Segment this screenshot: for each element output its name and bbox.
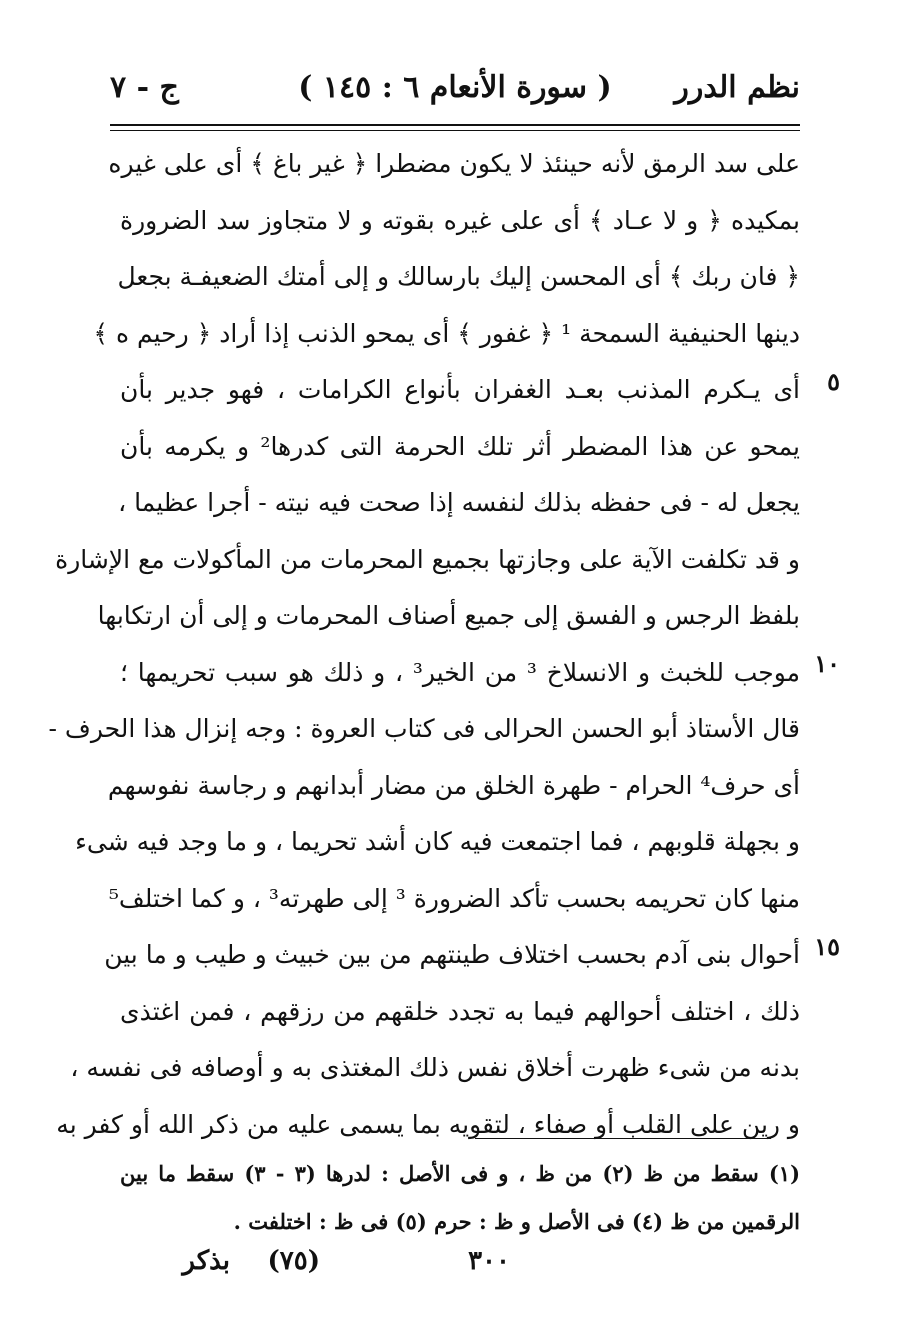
book-title: نظم الدرر: [674, 70, 800, 105]
text-line: ﴿ فان ربك ﴾ أى المحسن إليك بارسالك و إلى أمتك الضعيفـة بجعل: [117, 262, 800, 291]
volume-number: ج - ٧: [110, 70, 179, 105]
line-number-5: ٥: [827, 367, 840, 396]
text-line: منها كان تحريمه بحسب تأكد الضرورة ³ إلى طهرته³ ، و كما اختلف⁵: [108, 883, 800, 913]
text-line: و بجهلة قلوبهم ، فما اجتمعت فيه كان أشد تحريما ، و ما وجد فيه شىء: [75, 827, 800, 856]
text-line: و رين على القلب أو صفاء ، لتقويه بما يسمى عليه من ذكر الله أو كفر به: [56, 1109, 800, 1139]
text-line: يمحو عن هذا المضطر أثر تلك الحرمة التى كدرها² و يكرمه بأن: [120, 431, 800, 461]
header-rule: [110, 124, 800, 126]
text-line: أحوال بنى آدم بحسب اختلاف طينتهم من بين خبيث و طيب و ما بين: [104, 940, 800, 969]
footnote-line: الرقمين من ظ (٤) فى الأصل و ظ : حرم (٥) فى ظ : اختلفت .: [233, 1209, 800, 1234]
text-line: قال الأستاذ أبو الحسن الحرالى فى كتاب العروة : وجه إنزال هذا الحرف -: [48, 714, 800, 743]
text-line: و قد تكلفت الآية على وجازتها بجميع المحرمات من المأكولات مع الإشارة: [55, 544, 800, 574]
page-footer: [120, 1246, 800, 1286]
surah-reference: ( سورة الأنعام ٦ : ١٤٥ ): [298, 70, 612, 105]
text-line: موجب للخبث و الانسلاخ ³ من الخير³ ، و ذلك هو سبب تحريمها ؛: [120, 657, 801, 687]
text-line: بلفظ الرجس و الفسق إلى جميع أصناف المحرمات و إلى أن ارتكابها: [97, 601, 800, 630]
text-line: دينها الحنيفية السمحة ¹ ﴿ غفور ﴾ أى يمحو الذنب إذا أراد ﴿ رحيم ه ﴾: [93, 318, 800, 348]
signature-number: (٧٥): [267, 1246, 320, 1276]
catchword: بذكر: [182, 1246, 230, 1276]
header-rule-thin: [110, 130, 800, 131]
text-line: أى يـكرم المذنب بعـد الغفران بأنواع الكرامات ، فهو جدير بأن: [120, 375, 800, 404]
running-header: [110, 70, 800, 120]
text-line: يجعل له - فى حفظه بذلك لنفسه إذا صحت فيه نيته - أجرا عظيما ،: [118, 488, 800, 517]
line-number-10: ١٠: [814, 649, 840, 678]
footnotes: [120, 1150, 800, 1246]
text-line: على سد الرمق لأنه حينئذ لا يكون مضطرا ﴿ غير باغ ﴾ أى على غيره: [108, 149, 800, 178]
text-line: بمكيده ﴿ و لا عـاد ﴾ أى على غيره بقوته و لا متجاوز سد الضرورة: [120, 205, 800, 235]
text-line: ذلك ، اختلف أحوالهم فيما به تجدد خلقهم من رزقهم ، فمن اغتذى: [120, 996, 800, 1026]
main-text: [48, 136, 801, 1153]
page-number: ٣٠٠: [468, 1246, 510, 1276]
text-line: أى حرف⁴ الحرام - طهرة الخلق من مضار أبدانهم و رجاسة نفوسهم: [107, 770, 800, 800]
text-line: بدنه من شىء ظهرت أخلاق نفس ذلك المغتذى به و أوصافه فى نفسه ،: [70, 1053, 800, 1082]
footnote-rule: [475, 1138, 771, 1139]
line-number-15: ١٥: [814, 932, 840, 961]
footnote-line: (١) سقط من ظ (٢) من ظ ، و فى الأصل : لدرها (٣ - ٣) سقط ما بين: [120, 1161, 801, 1186]
